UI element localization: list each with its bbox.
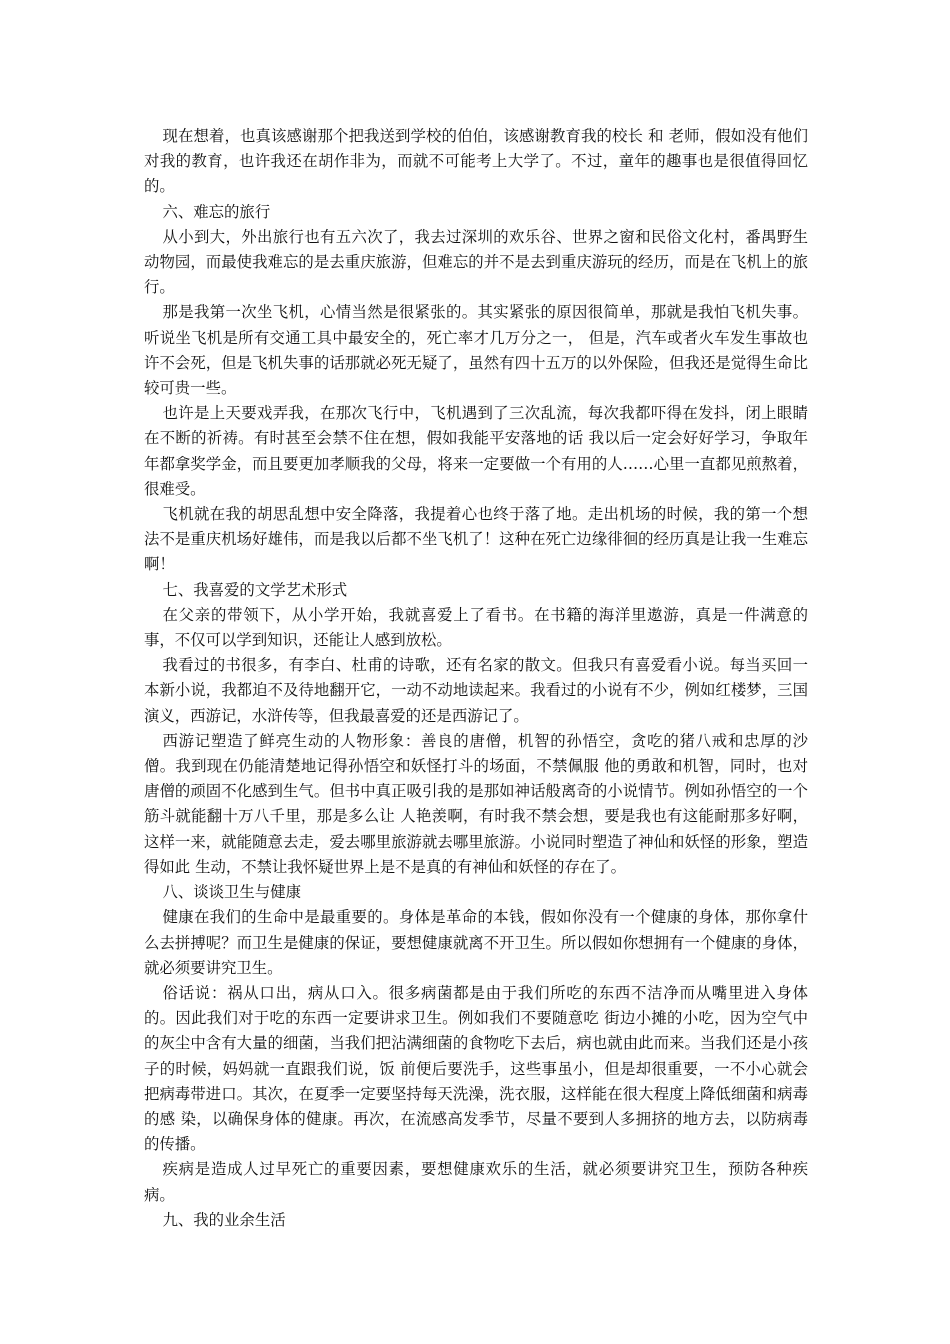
paragraph-journey-west: 西游记塑造了鲜亮生动的人物形象：善良的唐僧，机智的孙悟空，贪吃的猪八戒和忠厚的沙僧。我到现在仍能清楚地记得孙悟空和妖怪打斗的场面，不禁佩服 他的勇敢和机智，同时，也对唐僧的顽固不化感到生气。但书中真正吸引我的是那如神话般离奇的小说情节。例如孙悟空的一个筋斗就能翻十万八千里，那是多么让 人艳羡啊，有时我不禁会想，要是我也有这能耐那多好啊，这样一来，就能随意去走，爱去哪里旅游就去哪里旅游。小说同时塑造了神仙和妖怪的形象，塑造得如此 生动，不禁让我怀疑世界上是不是真的有神仙和妖怪的存在了。 [144,731,808,876]
paragraph-health: 健康在我们的生命中是最重要的。身体是革命的本钱，假如你没有一个健康的身体，那你拿什么去拼搏呢？而卫生是健康的保证，要想健康就离不开卫生。所以假如你想拥有一个健康的身体，就必须要讲究卫生。 [144,908,808,977]
section-heading-8: 八、谈谈卫生与健康 [162,883,301,902]
paragraph-gratitude: 现在想着，也真该感谢那个把我送到学校的伯伯，该感谢教育我的校长 和 老师，假如没有他们对我的教育，也许我还在胡作非为，而就不可能考上大学了。不过，童年的趣事也是很值得回忆的。 [144,127,808,196]
paragraph-disease: 疾病是造成人过早死亡的重要因素，要想健康欢乐的生活，就必须要讲究卫生，预防各种疾病。 [144,1160,808,1204]
paragraph-turbulence: 也许是上天要戏弄我，在那次飞行中，飞机遇到了三次乱流，每次我都吓得在发抖，闭上眼睛在不断的祈祷。有时甚至会禁不住在想，假如我能平安落地的话 我以后一定会好好学习，争取年年都拿奖学金，而且要更加孝顺我的父母，将来一定要做一个有用的人……心里一直都见煎熬着，很难受。 [144,404,808,498]
paragraph-first-flight: 那是我第一次坐飞机，心情当然是很紧张的。其实紧张的原因很简单，那就是我怕飞机失事。听说坐飞机是所有交通工具中最安全的，死亡率才几万分之一， 但是，汽车或者火车发生事故也许不会死，但是飞机失事的话那就必死无疑了，虽然有四十五万的以外保险，但我还是觉得生命比较可贵一些。 [144,303,808,398]
section-heading-7: 七、我喜爱的文学艺术形式 [162,580,348,599]
paragraph-travel-intro: 从小到大，外出旅行也有五六次了，我去过深圳的欢乐谷、世界之窗和民俗文化村，番禺野生动物园，而最使我难忘的是去重庆旅游，但难忘的并不是去到重庆游玩的经历，而是在飞机上的旅行。 [144,227,808,297]
paragraph-hygiene: 俗话说：祸从口出，病从口入。很多病菌都是由于我们所吃的东西不洁净而从嘴里进入身体的。因此我们对于吃的东西一定要讲求卫生。例如我们不要随意吃 街边小摊的小吃，因为空气中的灰尘中含有大量的细菌，当我们把沾满细菌的食物吃下去后，病也就由此而来。当我们还是小孩子的时候，妈妈就一直跟我们说，饭 前便后要洗手，这些事虽小，但是却很重要，一不小心就会把病毒带进口。其次，在夏季一定要坚持每天洗澡，洗衣服，这样能在很大程度上降低细菌和病毒的感 染，以确保身体的健康。再次，在流感高发季节，尽量不要到人多拥挤的地方去，以防病毒的传播。 [144,983,808,1154]
document-page [144,124,808,1233]
section-heading-9: 九、我的业余生活 [162,1210,286,1229]
paragraph-books: 我看过的书很多，有李白、杜甫的诗歌，还有名家的散文。但我只有喜爱看小说。每当买回一本新小说，我都迫不及待地翻开它，一动不动地读起来。我看过的小说有不少，例如红楼梦，三国演义，西游记，水浒传等，但我最喜爱的还是西游记了。 [144,656,808,725]
section-heading-6: 六、难忘的旅行 [162,202,271,221]
paragraph-reading: 在父亲的带领下，从小学开始，我就喜爱上了看书。在书籍的海洋里遨游，真是一件满意的事，不仅可以学到知识，还能让人感到放松。 [144,605,808,650]
paragraph-landing: 飞机就在我的胡思乱想中安全降落，我提着心也终于落了地。走出机场的时候，我的第一个想法不是重庆机场好雄伟，而是我以后都不坐飞机了！这种在死亡边缘徘徊的经历真是让我一生难忘啊！ [144,505,808,574]
